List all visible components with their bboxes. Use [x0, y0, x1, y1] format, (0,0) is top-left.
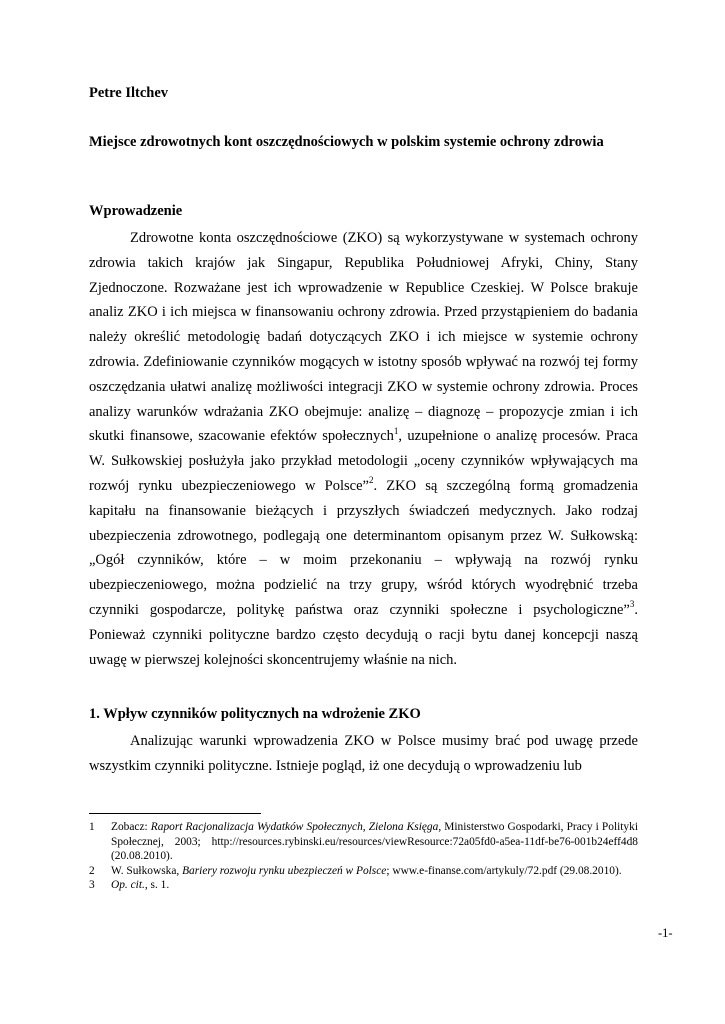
author-name: Petre Iltchev — [89, 85, 169, 101]
footnote-post: , Ministerstwo Gospodarki, Pracy i Polityki Społecznej, 2003; http://resources.rybinski.eu/resources/viewResource:72a05fd0-a5ea-11df-be76-001b24eff4d8 (20.08.2010). — [111, 821, 638, 863]
intro-text-3: . ZKO są szczególną formą gromadzenia kapitału na finansowanie bieżących i przyszłych świadczeń medycznych. Jako rodzaj ubezpieczenia zdrowotnego, podlegają one determinantom opisanym przez W. Sułkowską: „Ogół czynników, które – w moim przekonaniu – wpływają na rozwój rynku ubezpieczeniowego, można podzielić na trzy grupy, wśród których wyodrębnić trzeba czynniki gospodarcze, politykę państwa oraz czynniki społeczne i psychologiczne” — [89, 477, 639, 618]
page-number: -1- — [658, 926, 673, 940]
footnote-number: 2 — [89, 864, 95, 877]
footnote-ref-3[interactable]: 3 — [629, 599, 635, 610]
footnote — [89, 820, 638, 864]
section1-heading: 1. Wpływ czynników politycznych na wdrożenie ZKO — [89, 706, 421, 722]
intro-text-1: Zdrowotne konta oszczędnościowe (ZKO) są wykorzystywane w systemach ochrony zdrowia takich krajów jak Singapur, Republika Południowej Afryki, Chiny, Stany Zjednoczone. Rozważane jest ich wprowadzenie w Republice Czeskiej. W Polsce brakuje analiz ZKO i ich miejsca w finansowaniu ochrony zdrowia. Przed przystąpieniem do badania należy określić metodologię badań dotyczących ZKO i ich miejsce w systemie ochrony zdrowia. Zdefiniowanie czynników mogących w istotny sposób wpływać na rozwój tej formy oszczędzania ułatwi analizę możliwości integracji ZKO w systemie ochrony zdrowia. Proces analizy warunków wdrażania ZKO obejmuje: analizę – diagnozę – propozycje zmian i ich skutki finansowe, szacowanie efektów społecznych — [89, 230, 638, 445]
footnote-italic: Raport Racjonalizacja Wydatków Społecznych, Zielona Księga — [150, 821, 439, 833]
section1-text: Analizując warunki wprowadzenia ZKO w Polsce musimy brać pod uwagę przede wszystkim czynniki polityczne. Istnieje pogląd, iż one decydują o wprowadzeniu lub — [89, 733, 638, 774]
footnotes — [89, 820, 638, 893]
footnote-separator — [89, 813, 261, 814]
footnote-text — [111, 864, 638, 879]
footnote-post: ; www.e-finanse.com/artykuly/72.pdf (29.08.2010). — [386, 864, 622, 877]
footnote-ref-1[interactable]: 1 — [393, 425, 399, 436]
intro-paragraph — [89, 226, 638, 672]
footnote-post: , s. 1. — [144, 879, 170, 892]
footnote-text — [111, 878, 638, 893]
footnote-pre: W. Sułkowska, — [111, 864, 183, 877]
footnote-number: 3 — [89, 879, 95, 892]
intro-text-4: . Ponieważ czynniki polityczne bardzo często decydują o racji bytu danej koncepcji naszą uwagę w pierwszej kolejności skoncentrujemy właśnie na nich. — [89, 601, 638, 668]
intro-text-2: , uzupełnione o analizę procesów. Praca W. Sułkowskiej posłużyła jako przykład metodologii „oceny czynników wpływających ma rozwój rynku ubezpieczeniowego w Polsce” — [89, 428, 638, 494]
footnote-ref-2[interactable]: 2 — [368, 475, 374, 486]
footnote-italic: Bariery rozwoju rynku ubezpieczeń w Polsce — [182, 864, 387, 877]
footnote-text — [111, 820, 638, 864]
paper-title: Miejsce zdrowotnych kont oszczędnościowych w polskim systemie ochrony zdrowia — [89, 134, 604, 150]
footnote-italic: Op. cit. — [111, 879, 145, 892]
section1-paragraph — [89, 729, 638, 779]
footnote — [89, 878, 638, 893]
footnote-pre: Zobacz: — [111, 821, 151, 833]
intro-heading: Wprowadzenie — [89, 203, 183, 219]
footnote-number: 1 — [89, 821, 95, 833]
footnote — [89, 864, 638, 879]
